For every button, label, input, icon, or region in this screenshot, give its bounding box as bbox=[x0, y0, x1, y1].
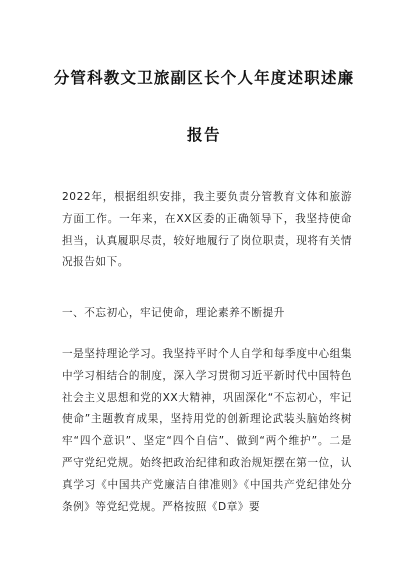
intro-paragraph: 2022年，根据组织安排，我主要负责分管教育文体和旅游方面工作。一年来，在XX区委的正确领导下，我坚持使命担当，认真履职尽责，较好地履行了岗位职责，现将有关情况报告如下。 bbox=[62, 191, 352, 269]
document-title: 分管科教文卫旅副区长个人年度述职述廉 bbox=[53, 69, 355, 87]
document-title-continued: 报告 bbox=[186, 126, 221, 144]
section-heading-1: 一、不忘初心，牢记使命，理论素养不断提升 bbox=[62, 307, 285, 319]
section-1-paragraph: 一是坚持理论学习。我坚持平时个人自学和每季度中心组集中学习相结合的制度，深入学习贯彻习近平新时代中国特色社会主义思想和党的XX大精神，巩固深化“不忘初心，牢记使命”主题教育成果，坚持用党的创新理论武装头脑始终树牢“四个意识”、坚定“四个自信”、做到“两个维护”。二是严守党纪党规。始终把政治纪律和政治规矩摆在第一位，认真学习《中国共产党廉洁自律准则》《中国共产党纪律处分条例》等党纪党规。严格按照《D章》要 bbox=[62, 348, 352, 513]
